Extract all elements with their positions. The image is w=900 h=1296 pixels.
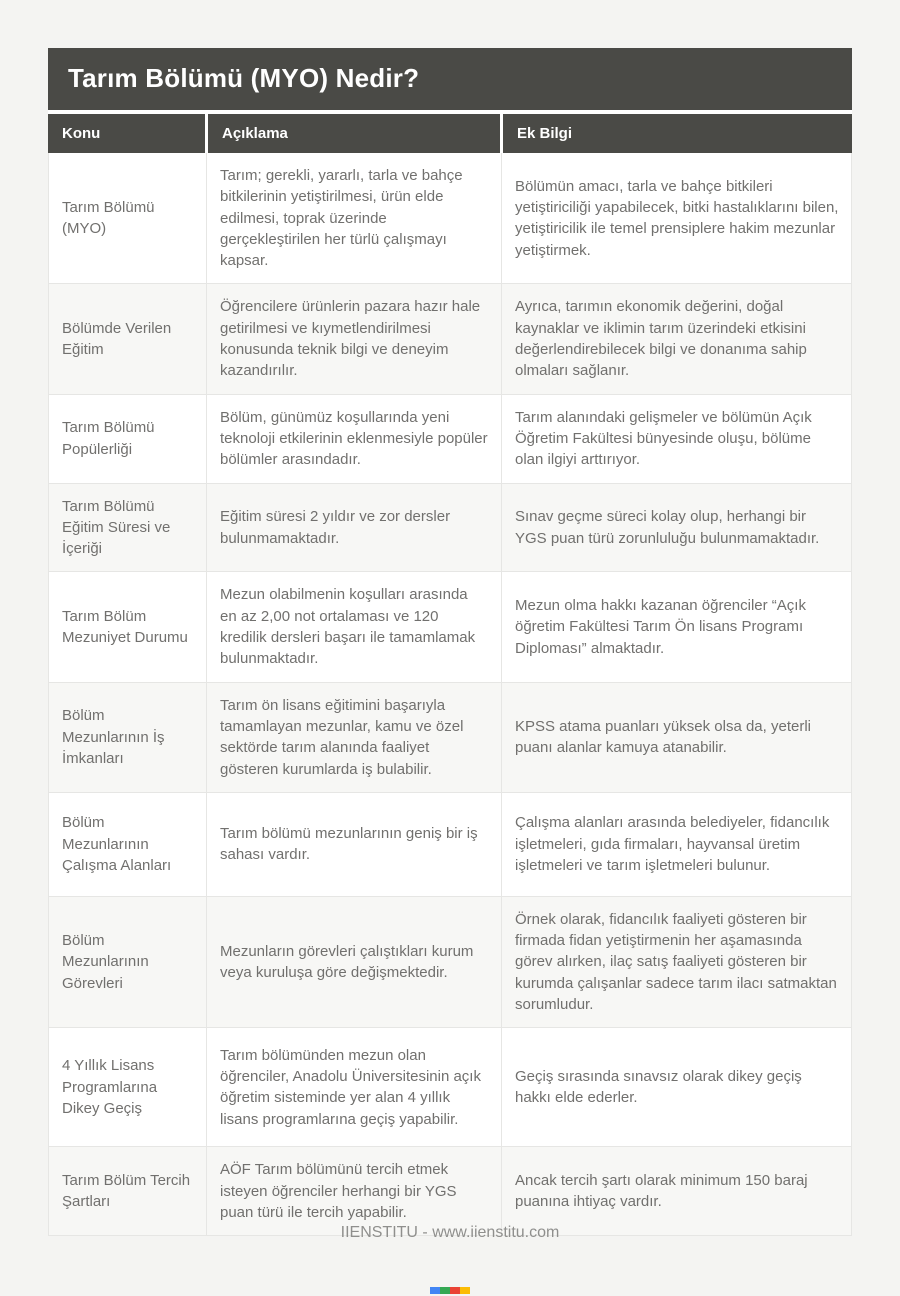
cell-konu: 4 Yıllık Lisans Programlarına Dikey Geçiş (62, 1057, 158, 1117)
table-row (49, 571, 851, 681)
table-row (49, 283, 851, 393)
table-row (49, 1027, 851, 1146)
cell-aciklama: Tarım bölümünden mezun olan öğrenciler, Anadolu Üniversitesinin açık öğretim sisteminde yer alan 4 yıllık lisans programlarına geçiş yapabilir. (206, 1028, 501, 1146)
column-header-aciklama: Açıklama (205, 114, 500, 153)
cell-ek-bilgi: Bölümün amacı, tarla ve bahçe bitkileri yetiştiriciliği yapabilecek, bitki hastalıklarını bilen, yetiştiricilik ile temel prensiplere hakim mezunlar yetiştirmek. (501, 153, 853, 283)
strip-yellow-segment (460, 1287, 470, 1294)
cell-aciklama: Eğitim süresi 2 yıldır ve zor dersler bulunmamaktadır. (206, 484, 501, 572)
strip-blue-segment (430, 1287, 440, 1294)
cell-aciklama: Tarım; gerekli, yararlı, tarla ve bahçe bitkilerinin yetiştirilmesi, ürün elde edilmesi, toprak üzerinde gerçekleştirilen her türlü çalışmayı kapsar. (206, 153, 501, 283)
strip-red-segment (450, 1287, 460, 1294)
column-header-konu: Konu (62, 125, 101, 142)
cell-ek-bilgi: Ancak tercih şartı olarak minimum 150 baraj puanına ihtiyaç vardır. (501, 1147, 853, 1235)
table-row (49, 153, 851, 283)
cell-aciklama: Mezunların görevleri çalıştıkları kurum veya kuruluşa göre değişmektedir. (206, 897, 501, 1027)
cell-ek-bilgi: Çalışma alanları arasında belediyeler, fidancılık işletmeleri, gıda firmaları, hayvansal üretim işletmeleri ve tarım işletmeleri bulunur. (501, 793, 853, 896)
document-card (48, 48, 852, 1236)
cell-konu: Tarım Bölümü Popülerliği (62, 419, 155, 458)
cell-ek-bilgi: Mezun olma hakkı kazanan öğrenciler “Açık öğretim Fakültesi Tarım Ön lisans Programı Diploması” almaktadır. (501, 572, 853, 681)
table-row (49, 682, 851, 792)
cell-konu: Bölüm Mezunlarının Çalışma Alanları (62, 814, 172, 874)
cell-aciklama: Mezun olabilmenin koşulları arasında en az 2,00 not ortalaması ve 120 kredilik dersleri başarı ile tamamlamak bulunmaktadır. (206, 572, 501, 681)
cell-konu: Bölüm Mezunlarının Görevleri (62, 932, 149, 992)
cell-konu: Tarım Bölüm Mezuniyet Durumu (62, 607, 188, 647)
table-row (49, 1146, 851, 1235)
cell-aciklama: Tarım bölümü mezunlarının geniş bir iş sahası vardır. (206, 793, 501, 896)
cell-konu: Tarım Bölümü Eğitim Süresi ve İçeriği (62, 497, 171, 558)
cell-ek-bilgi: KPSS atama puanları yüksek olsa da, yeterli puanı alanlar kamuya atanabilir. (501, 683, 853, 792)
table-body (48, 153, 852, 1236)
cell-konu: Tarım Bölüm Tercih Şartları (62, 1171, 191, 1211)
strip-green-segment (440, 1287, 450, 1294)
table-row (49, 792, 851, 896)
table-row (49, 896, 851, 1027)
footer-credit: IIENSTITU - www.iienstitu.com (340, 1224, 560, 1241)
cell-ek-bilgi: Ayrıca, tarımın ekonomik değerini, doğal kaynaklar ve iklimin tarım üzerindeki etkisini değerlendirebilecek bilgi ve donanıma sahip olmaları sağlanır. (501, 284, 853, 393)
cell-konu: Bölüm Mezunlarının İş İmkanları (62, 707, 165, 767)
cell-aciklama: AÖF Tarım bölümünü tercih etmek isteyen öğrenciler herhangi bir YGS puan türü ile tercih yapabilir. (206, 1147, 501, 1235)
column-header-ek-bilgi: Ek Bilgi (500, 114, 852, 153)
table-header-row (48, 114, 852, 153)
page-title: Tarım Bölümü (MYO) Nedir? (48, 48, 852, 110)
cell-ek-bilgi: Geçiş sırasında sınavsız olarak dikey geçiş hakkı elde ederler. (501, 1028, 853, 1146)
cell-aciklama: Tarım ön lisans eğitimini başarıyla tamamlayan mezunlar, kamu ve özel sektörde tarım alanında faaliyet gösteren kurumlarda iş bulabilir. (206, 683, 501, 792)
table-row (49, 483, 851, 572)
cell-ek-bilgi: Sınav geçme süreci kolay olup, herhangi bir YGS puan türü zorunluluğu bulunmamaktadır. (501, 484, 853, 572)
cell-ek-bilgi: Örnek olarak, fidancılık faaliyeti gösteren bir firmada fidan yetiştirmenin her aşamasında görev alırken, ilaç satış faaliyeti gösteren bir kurumda çalışanlar sadece tarım ilacı satmaktan sorumludur. (501, 897, 853, 1027)
cell-konu: Bölümde Verilen Eğitim (62, 319, 172, 359)
brand-color-strip (430, 1287, 470, 1294)
table-row (49, 394, 851, 483)
cell-aciklama: Bölüm, günümüz koşullarında yeni teknoloji etkilerinin eklenmesiyle popüler bölümler arasındadır. (206, 395, 501, 483)
cell-konu: Tarım Bölümü (MYO) (62, 198, 155, 238)
cell-aciklama: Öğrencilere ürünlerin pazara hazır hale getirilmesi ve kıymetlendirilmesi konusunda teknik bilgi ve deneyim kazandırılır. (206, 284, 501, 393)
cell-ek-bilgi: Tarım alanındaki gelişmeler ve bölümün Açık Öğretim Fakültesi bünyesinde oluşu, bölüme olan ilgiyi arttırıyor. (501, 395, 853, 483)
